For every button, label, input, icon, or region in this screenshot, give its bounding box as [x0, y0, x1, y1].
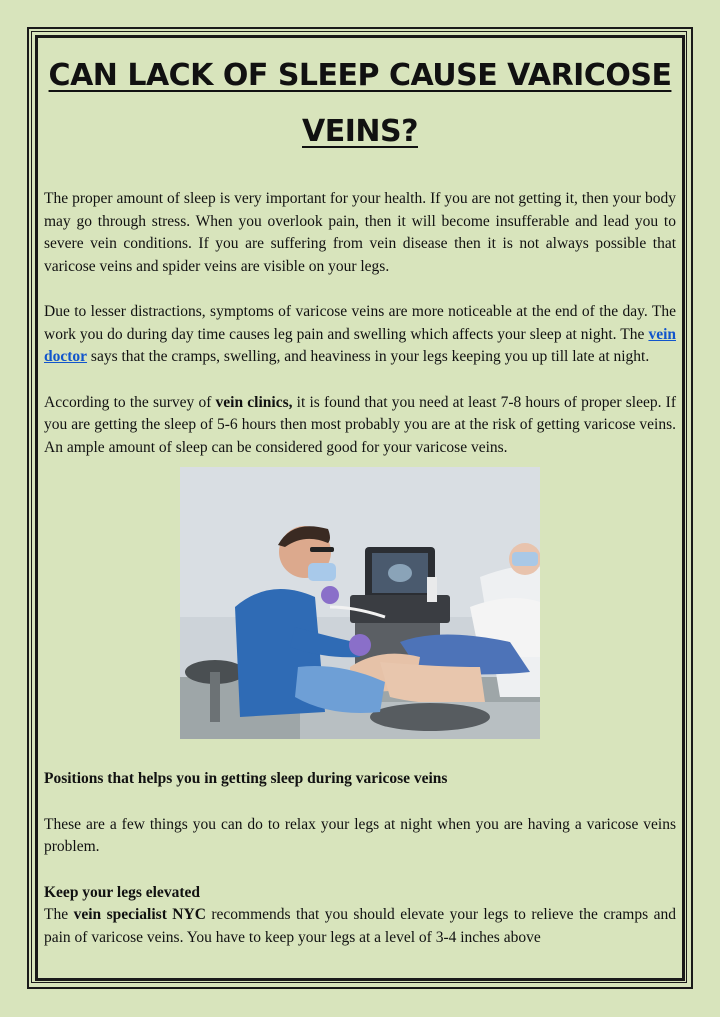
- vein-specialist-bold: vein specialist NYC: [73, 906, 206, 923]
- glove-left: [349, 634, 371, 656]
- paragraph-elevate-text-2: recommends that you should elevate your legs to relieve the cramps and pain of varicose veins. You have to keep your legs at a level of 3-4 inches above: [44, 906, 676, 946]
- section-heading-positions-text: Positions that helps you in getting sleep during varicose veins: [44, 770, 448, 787]
- article: [44, 48, 676, 949]
- subheading-elevate-text: Keep your legs elevated: [44, 883, 200, 901]
- paragraph-elevate: [44, 904, 676, 949]
- glove-right: [321, 586, 339, 604]
- paragraph-survey: [44, 392, 676, 460]
- vein-doctor-link[interactable]: vein doctor: [44, 325, 676, 365]
- paragraph-symptoms: [44, 301, 676, 369]
- paragraph-symptoms-text-1: Due to lesser distractions, symptoms of varicose veins are more noticeable at the end of the day. The work you do during day time causes leg pain and swelling which affects your sleep at night. The: [44, 303, 676, 343]
- paragraph-intro: The proper amount of sleep is very important for your health. If you are not getting it, then your body may go through stress. When you overlook pain, then it will become insufferable and lead you to severe vein conditions. If you are suffering from vein disease then it is not always possible that varicose veins and spider veins are visible on your legs.: [44, 190, 676, 275]
- subheading-elevate: [44, 882, 676, 905]
- paragraph-survey-text-1: According to the survey of: [44, 393, 216, 411]
- paragraph-elevate-text-1: The: [44, 906, 74, 923]
- article-title: [44, 48, 676, 160]
- paragraph-symptoms-text-2: says that the cramps, swelling, and heaviness in your legs keeping you up till late at night.: [87, 348, 650, 365]
- vein-clinics-bold: vein clinics,: [215, 393, 293, 411]
- vein-exam-photo: [180, 467, 540, 739]
- paragraph-survey-text-2: it is found that you need at least 7-8 hours of proper sleep. If you are getting the sleep of 5-6 hours then most probably you are at the risk of getting varicose veins. An ample amount of sleep can be considered good for your varicose veins.: [44, 393, 676, 456]
- photo-container: [44, 467, 676, 744]
- title-line-1: CAN LACK OF SLEEP CAUSE VARICOSE: [48, 58, 672, 93]
- paragraph-positions: These are a few things you can do to relax your legs at night when you are having a varicose veins problem.: [44, 815, 676, 855]
- title-line-2: VEINS?: [302, 114, 418, 149]
- section-heading-positions: [44, 768, 676, 791]
